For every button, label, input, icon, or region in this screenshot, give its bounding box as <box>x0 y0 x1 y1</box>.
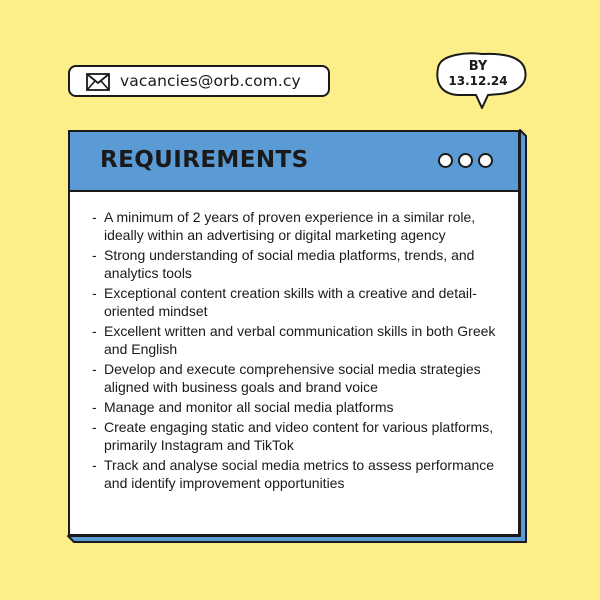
window-dot-icon[interactable] <box>438 153 453 168</box>
window-dot-icon[interactable] <box>478 153 493 168</box>
requirement-item: - A minimum of 2 years of proven experience in a similar role, ideally within an advertising or digital marketing agency <box>92 209 476 243</box>
requirement-item: - Manage and monitor all social media platforms <box>92 399 394 415</box>
email-pill[interactable] <box>68 65 330 97</box>
mail-icon <box>86 73 110 91</box>
window-title: REQUIREMENTS <box>100 147 309 173</box>
requirements-window <box>68 130 520 536</box>
deadline-date: 13.12.24 <box>448 74 508 88</box>
requirement-item: - Strong understanding of social media platforms, trends, and analytics tools <box>92 247 475 281</box>
deadline-label: BY <box>468 59 488 74</box>
requirement-item: - Track and analyse social media metrics to assess performance and identify improvement opportunities <box>92 457 495 491</box>
email-address[interactable]: vacancies@orb.com.cy <box>120 72 301 90</box>
requirement-item: - Develop and execute comprehensive social media strategies aligned with business goals and brand voice <box>92 361 481 395</box>
requirement-item: - Excellent written and verbal communication skills in both Greek and English <box>92 323 496 357</box>
window-dot-icon[interactable] <box>458 153 473 168</box>
window-titlebar <box>70 132 518 192</box>
deadline-text <box>430 60 526 88</box>
requirement-item: - Exceptional content creation skills with a creative and detail-oriented mindset <box>92 285 477 319</box>
requirements-list <box>92 208 512 494</box>
requirement-item: - Create engaging static and video content for various platforms, primarily Instagram and TikTok <box>92 419 494 453</box>
